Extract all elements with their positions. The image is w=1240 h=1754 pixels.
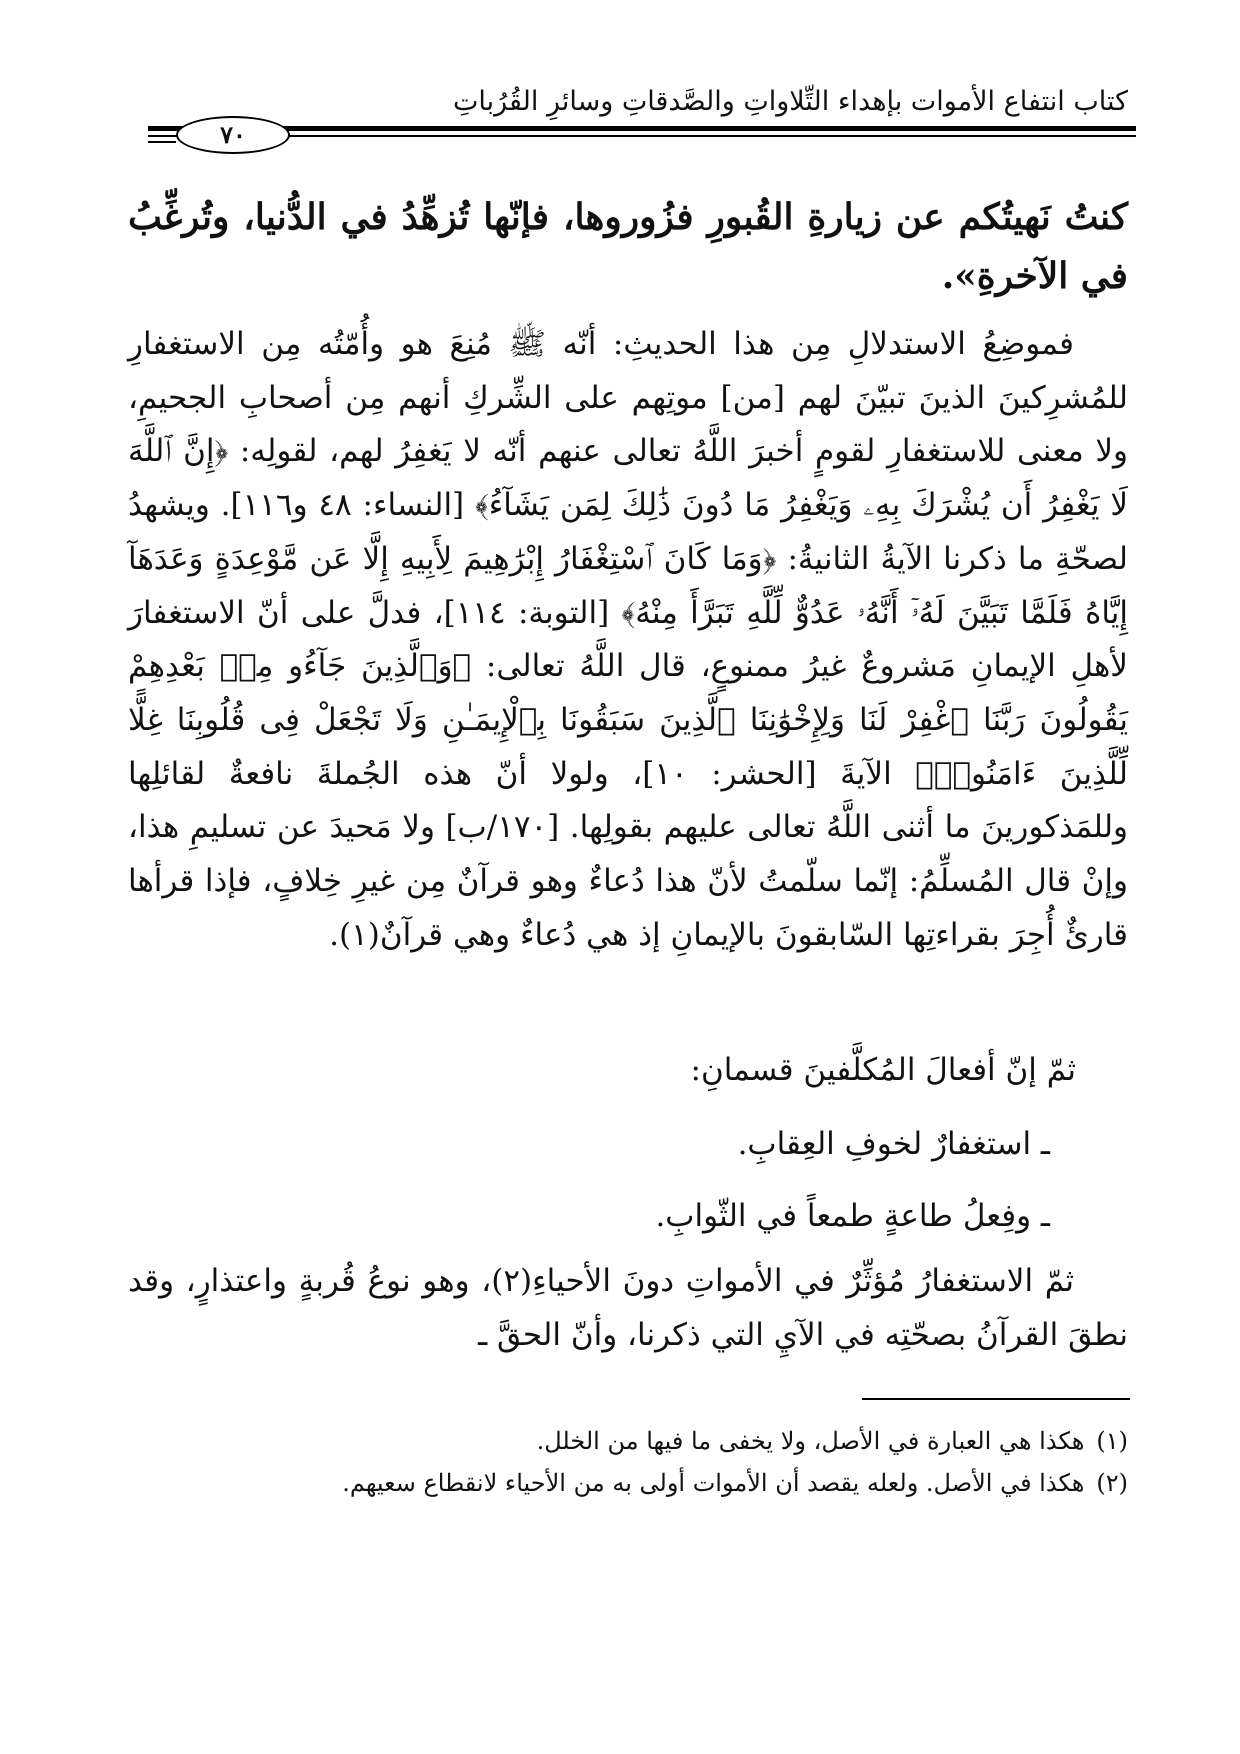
footnote-text: هكذا هي العبارة في الأصل، ولا يخفى ما فيها من الخلل. (536, 1427, 1085, 1455)
footnote-number: (٢) (1096, 1469, 1128, 1497)
header-rule-thin (148, 135, 1136, 137)
main-paragraph (128, 318, 1128, 962)
header-rule-thick (148, 126, 1136, 131)
last-paragraph-text: ثمّ الاستغفارُ مُؤثِّرٌ في الأمواتِ دونَ الأحياءِ(٢)، وهو نوعُ قُربةٍ واعتذارٍ، وقد نطقَ القرآنُ بصحّتِه في الآيِ التي ذكرنا، وأنّ الحقَّ ـ (128, 1263, 1128, 1353)
hadith-quote-end: كنتُ نَهيتُكم عن زيارةِ القُبورِ فزُوروها، فإنّها تُزهِّدُ في الدُّنيا، وتُرغِّبُ في الآخرةِ». (128, 196, 1128, 297)
header-rule-left (148, 126, 176, 143)
running-title: كتاب انتفاع الأموات بإهداء التِّلاواتِ والصَّدقاتِ وسائرِ القُرُباتِ (452, 86, 1128, 117)
page-number: ٧٠ (176, 116, 290, 154)
footnote (128, 1462, 1128, 1504)
footnote (128, 1420, 1128, 1462)
footnotes (128, 1420, 1128, 1504)
footnote-number: (١) (1096, 1427, 1128, 1455)
footnote-text: هكذا في الأصل. ولعله يقصد أن الأموات أولى به من الأحياء لانقطاع سعيهم. (342, 1469, 1085, 1497)
list-item: ـ وفِعلُ طاعةٍ طمعاً في الثّوابِ. (655, 1198, 1050, 1234)
footnote-separator (862, 1398, 1130, 1400)
intro-line: ثمّ إنّ أفعالَ المُكلَّفينَ قسمانِ: (690, 1052, 1076, 1088)
last-paragraph (128, 1254, 1128, 1362)
list-item: ـ استغفارٌ لخوفِ العِقابِ. (737, 1126, 1050, 1162)
main-paragraph-text: فموضِعُ الاستدلالِ مِن هذا الحديثِ: أنّه ﷺ مُنِعَ هو وأُمّتُه مِن الاستغفارِ للمُشرِكينَ الذينَ تبيّنَ لهم [من] موتِهم على الشِّركِ أنهم مِن أصحابِ الجحيمِ، ولا معنى للاستغفارِ لقومٍ أخبرَ اللَّهُ تعالى عنهم أنّه لا يَغفِرُ لهم، لقولِه: ﴿إِنَّ ٱللَّهَ لَا يَغْفِرُ أَن يُشْرَكَ بِهِۦ وَيَغْفِرُ مَا دُونَ ذَٰلِكَ لِمَن يَشَآءُ﴾ [النساء: ٤٨ و١١٦]. ويشهدُ لصحّةِ ما ذكرنا الآيةُ الثانيةُ: ﴿وَمَا كَانَ ٱسْتِغْفَارُ إِبْرَٰهِيمَ لِأَبِيهِ إِلَّا عَن مَّوْعِدَةٍ وَعَدَهَآ إِيَّاهُ فَلَمَّا تَبَيَّنَ لَهُۥٓ أَنَّهُۥ عَدُوٌّ لِّلَّهِ تَبَرَّأَ مِنْهُ﴾ [التوبة: ١١٤]، فدلَّ على أنّ الاستغفارَ لأهلِ الإيمانِ مَشروعٌ غيرُ ممنوعٍ، قال اللَّهُ تعالى: ﴿وَٱلَّذِينَ جَآءُو مِنۢ بَعْدِهِمْ يَقُولُونَ رَبَّنَا ٱغْفِرْ لَنَا وَلِإِخْوَٰنِنَا ٱلَّذِينَ سَبَقُونَا بِٱلْإِيمَـٰنِ وَلَا تَجْعَلْ فِى قُلُوبِنَا غِلًّا لِّلَّذِينَ ءَامَنُوا۟﴾ الآيةَ [الحشر: ١٠]، ولولا أنّ هذه الجُملةَ نافعةٌ لقائلِها وللمَذكورينَ ما أثنى اللَّهُ تعالى عليهم بقولِها. [١٧٠/ب] ولا مَحيدَ عن تسليمِ هذا، وإنْ قال المُسلِّمُ: إنّما سلّمتُ لأنّ هذا دُعاءٌ وهو قرآنٌ مِن غيرِ خِلافٍ، فإذا قرأها قارئٌ أُجِرَ بقراءتِها السّابقونَ بالإيمانِ إذ هي دُعاءٌ وهي قرآنٌ(١). (128, 326, 1129, 953)
